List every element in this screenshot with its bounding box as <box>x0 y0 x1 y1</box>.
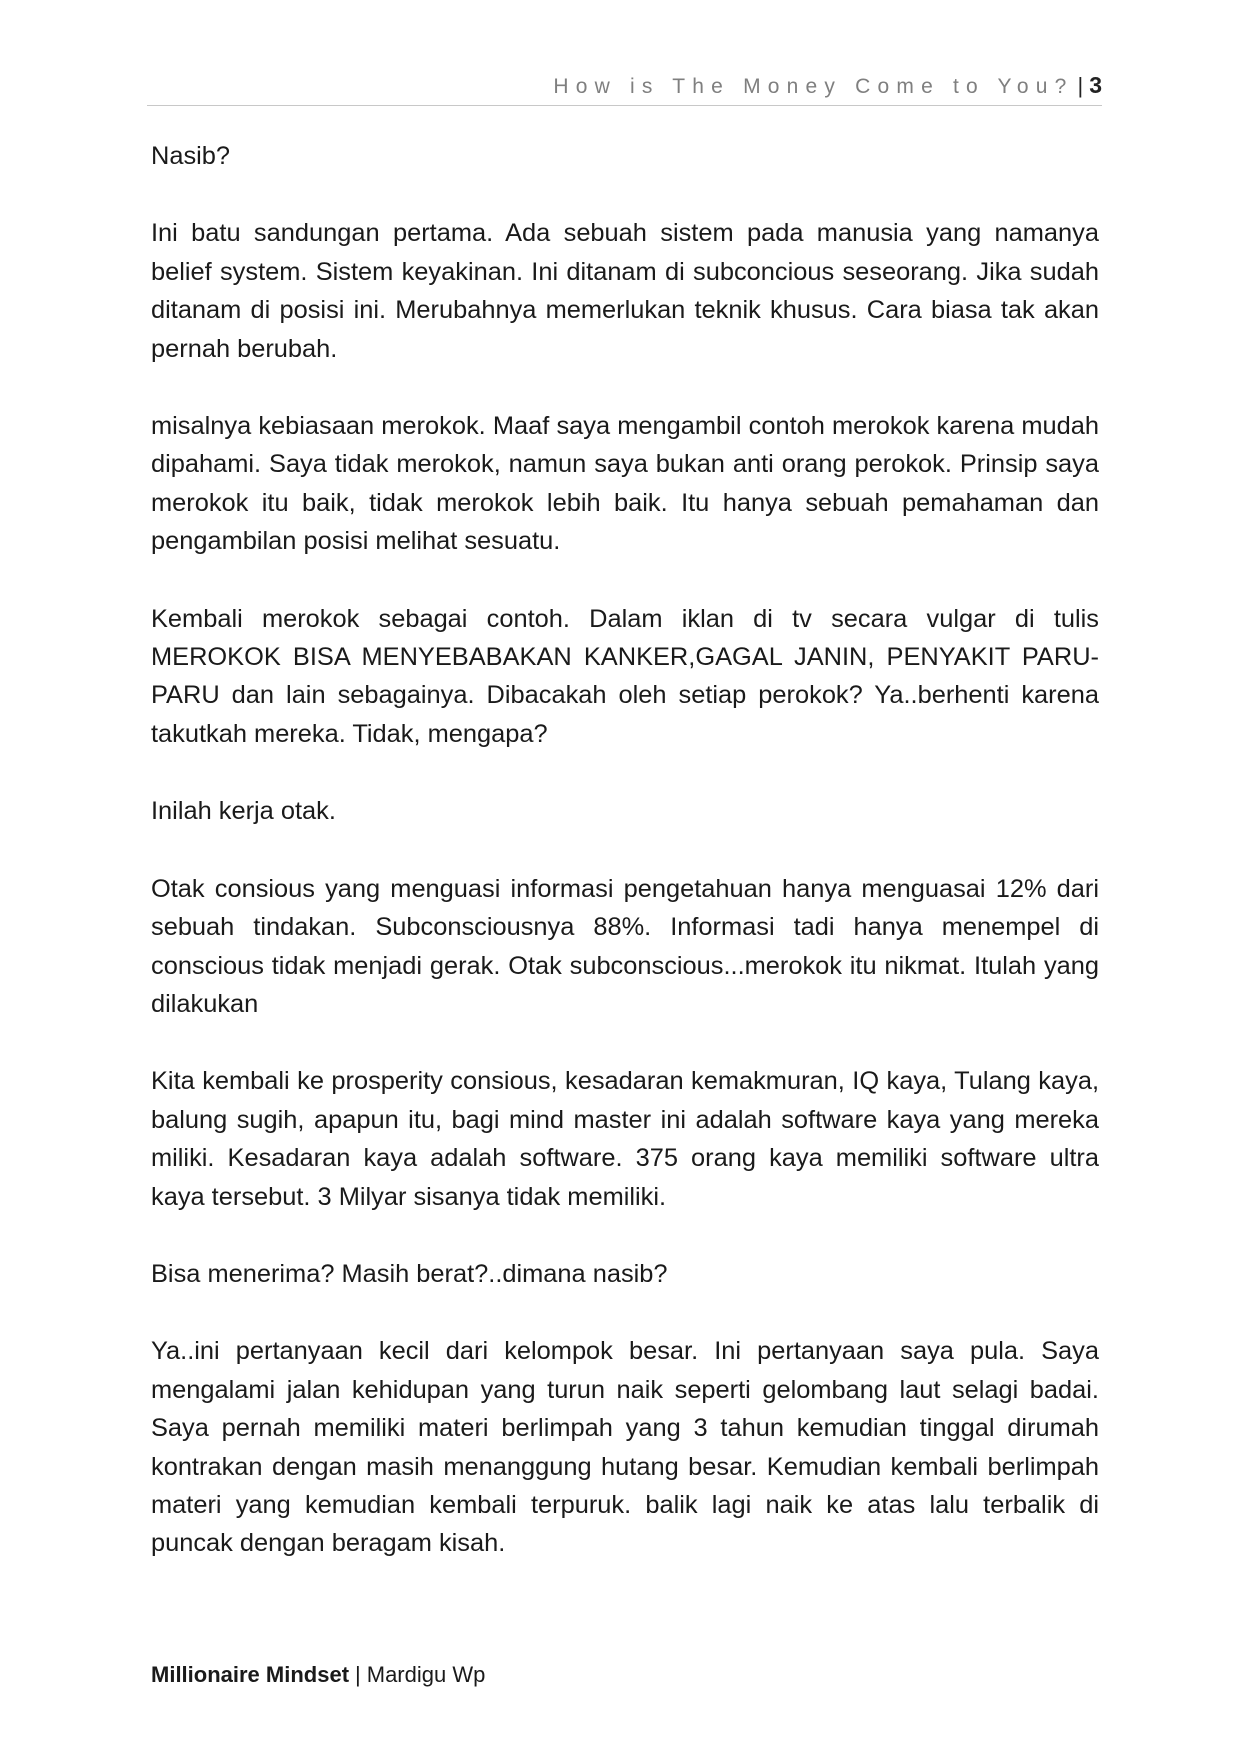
paragraph: misalnya kebiasaan merokok. Maaf saya mengambil contoh merokok karena mudah dipahami. Saya tidak merokok, namun saya bukan anti orang perokok. Prinsip saya merokok itu baik, tidak merokok lebih baik. Itu hanya sebuah pemahaman dan pengambilan posisi melihat sesuatu. <box>151 412 1099 556</box>
running-header-separator: | <box>1077 73 1084 98</box>
paragraph: Ya..ini pertanyaan kecil dari kelompok besar. Ini pertanyaan saya pula. Saya mengalami jalan kehidupan yang turun naik seperti gelombang laut selagi badai. Saya pernah memiliki materi berlimpah yang 3 tahun kemudian tinggal dirumah kontrakan dengan masih menanggung hutang besar. Kemudian kembali berlimpah materi yang kemudian kembali terpuruk. balik lagi naik ke atas lalu terbalik di puncak dengan beragam kisah. <box>151 1337 1099 1558</box>
paragraph: Kembali merokok sebagai contoh. Dalam iklan di tv secara vulgar di tulis MEROKOK BISA MENYEBABAKAN KANKER,GAGAL JANIN, PENYAKIT PARU-PARU dan lain sebagainya. Dibacakah oleh setiap perokok? Ya..berhenti karena takutkah mereka. Tidak, mengapa? <box>151 604 1099 748</box>
footer-book-title: Millionaire Mindset <box>151 1662 350 1687</box>
paragraph: Kita kembali ke prosperity consious, kesadaran kemakmuran, IQ kaya, Tulang kaya, balung sugih, apapun itu, bagi mind master ini adalah software kaya yang mereka miliki. Kesadaran kaya adalah software. 375 orang kaya memiliki software ultra kaya tersebut. 3 Milyar sisanya tidak memiliki. <box>151 1067 1099 1211</box>
paragraph: Ini batu sandungan pertama. Ada sebuah sistem pada manusia yang namanya belief system. Sistem keyakinan. Ini ditanam di subconcious seseorang. Jika sudah ditanam di posisi ini. Merubahnya memerlukan teknik khusus. Cara biasa tak akan pernah berubah. <box>151 219 1099 363</box>
running-footer <box>151 1662 485 1688</box>
paragraph: Otak consious yang menguasi informasi pengetahuan hanya menguasai 12% dari sebuah tindakan. Subconsciousnya 88%. Informasi tadi hanya menempel di conscious tidak menjadi gerak. Otak subconscious...merokok itu nikmat. Itulah yang dilakukan <box>151 874 1099 1018</box>
footer-author: Mardigu Wp <box>366 1662 486 1687</box>
page-body <box>151 137 1099 1602</box>
footer-separator: | <box>355 1662 361 1687</box>
running-header-title: How is The Money Come to You? <box>553 75 1074 98</box>
paragraph: Nasib? <box>151 142 231 170</box>
paragraph: Bisa menerima? Masih berat?..dimana nasib? <box>151 1259 668 1288</box>
running-header <box>147 72 1102 106</box>
paragraph: Inilah kerja otak. <box>151 797 336 826</box>
page-number: 3 <box>1089 72 1102 98</box>
